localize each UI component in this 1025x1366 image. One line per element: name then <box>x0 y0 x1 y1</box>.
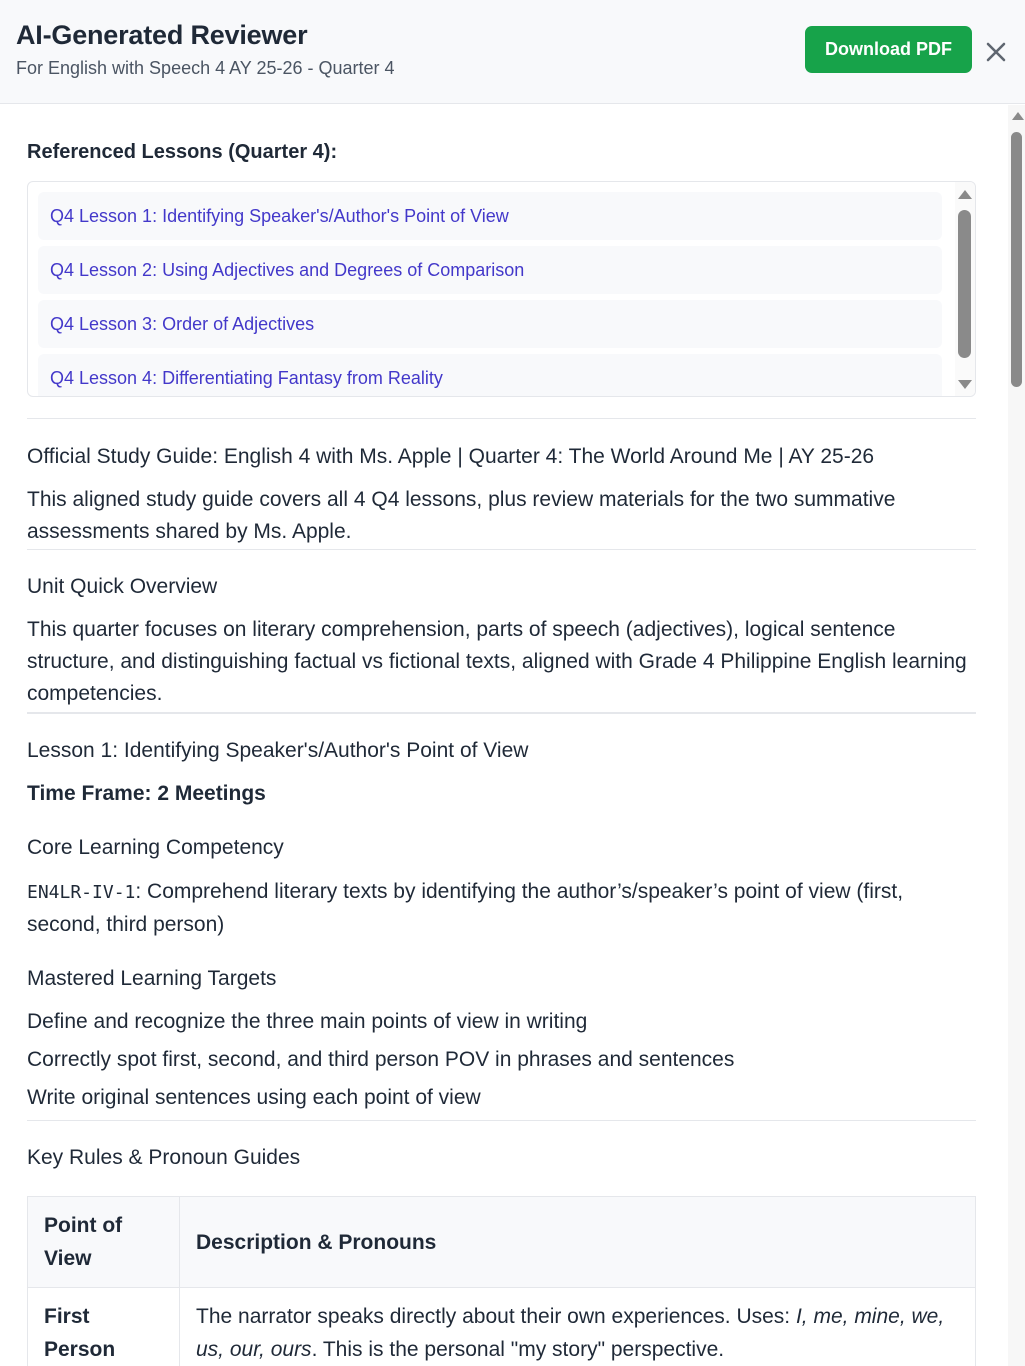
competency-code: EN4LR-IV-1 <box>27 882 136 903</box>
scroll-up-arrow-icon[interactable] <box>958 190 972 199</box>
divider <box>27 712 976 714</box>
modal-subtitle: For English with Speech 4 AY 25-26 - Quarter 4 <box>16 58 395 78</box>
scrollbar-thumb[interactable] <box>958 210 971 358</box>
scroll-down-arrow-icon[interactable] <box>958 380 972 389</box>
lesson-link-4[interactable]: Q4 Lesson 4: Differentiating Fantasy from Reality <box>38 354 942 397</box>
lesson1-time-frame: Time Frame: 2 Meetings <box>27 782 266 805</box>
targets-heading: Mastered Learning Targets <box>27 967 277 990</box>
rules-heading: Key Rules & Pronoun Guides <box>27 1146 301 1169</box>
competency-text <box>27 876 976 941</box>
lessons-scrollbar[interactable] <box>955 182 975 396</box>
pronoun-list: I, me, mine, we, us, our, ours <box>196 1305 945 1361</box>
referenced-lessons-heading: Referenced Lessons (Quarter 4): <box>27 141 338 163</box>
lesson-link-2[interactable]: Q4 Lesson 2: Using Adjectives and Degrees of Comparison <box>38 246 942 294</box>
main-scrollbar[interactable] <box>1008 105 1025 1366</box>
column-header-description: Description & Pronouns <box>180 1197 976 1288</box>
target-item-1: Define and recognize the three main points of view in writing <box>27 1010 588 1033</box>
lesson1-heading: Lesson 1: Identifying Speaker's/Author's Point of View <box>27 739 529 762</box>
lesson-link-3[interactable]: Q4 Lesson 3: Order of Adjectives <box>38 300 942 348</box>
overview-heading: Unit Quick Overview <box>27 575 218 598</box>
column-header-pov: Point of View <box>28 1197 180 1288</box>
divider <box>27 549 976 550</box>
pov-cell: First Person <box>28 1288 180 1366</box>
overview-body: This quarter focuses on literary comprehension, parts of speech (adjectives), logical sentence structure, and distinguishing factual vs fictional texts, aligned with Grade 4 Philippine English learning competencies. <box>27 618 967 705</box>
close-icon <box>986 42 1006 62</box>
target-item-2: Correctly spot first, second, and third person POV in phrases and sentences <box>27 1048 735 1071</box>
table-row <box>28 1288 976 1366</box>
download-pdf-button[interactable]: Download PDF <box>805 26 972 73</box>
pov-table <box>27 1196 976 1366</box>
competency-description: : Comprehend literary texts by identifying the author’s/speaker’s point of view (first, second, third person) <box>27 880 904 936</box>
study-guide-intro: This aligned study guide covers all 4 Q4 lessons, plus review materials for the two summative assessments shared by Ms. Apple. <box>27 488 896 543</box>
scroll-up-arrow-icon[interactable] <box>1012 112 1024 120</box>
modal-header <box>0 0 1025 104</box>
scrollbar-thumb[interactable] <box>1011 132 1022 387</box>
modal-title: AI-Generated Reviewer <box>16 20 308 50</box>
target-item-3: Write original sentences using each point of view <box>27 1086 481 1109</box>
referenced-lessons-list <box>27 181 976 397</box>
table-header-row <box>28 1197 976 1288</box>
description-text: The narrator speaks directly about their own experiences. Uses: <box>196 1305 796 1328</box>
divider <box>27 1120 976 1121</box>
description-cell <box>180 1288 976 1366</box>
competency-heading: Core Learning Competency <box>27 836 284 859</box>
divider <box>27 418 976 419</box>
study-guide-title: Official Study Guide: English 4 with Ms. Apple | Quarter 4: The World Around Me | AY 25-26 <box>27 445 875 468</box>
close-button[interactable] <box>983 38 1009 66</box>
reviewer-content <box>0 105 1025 1366</box>
description-text: . This is the personal "my story" perspective. <box>311 1338 725 1361</box>
lesson-link-1[interactable]: Q4 Lesson 1: Identifying Speaker's/Author's Point of View <box>38 192 942 240</box>
